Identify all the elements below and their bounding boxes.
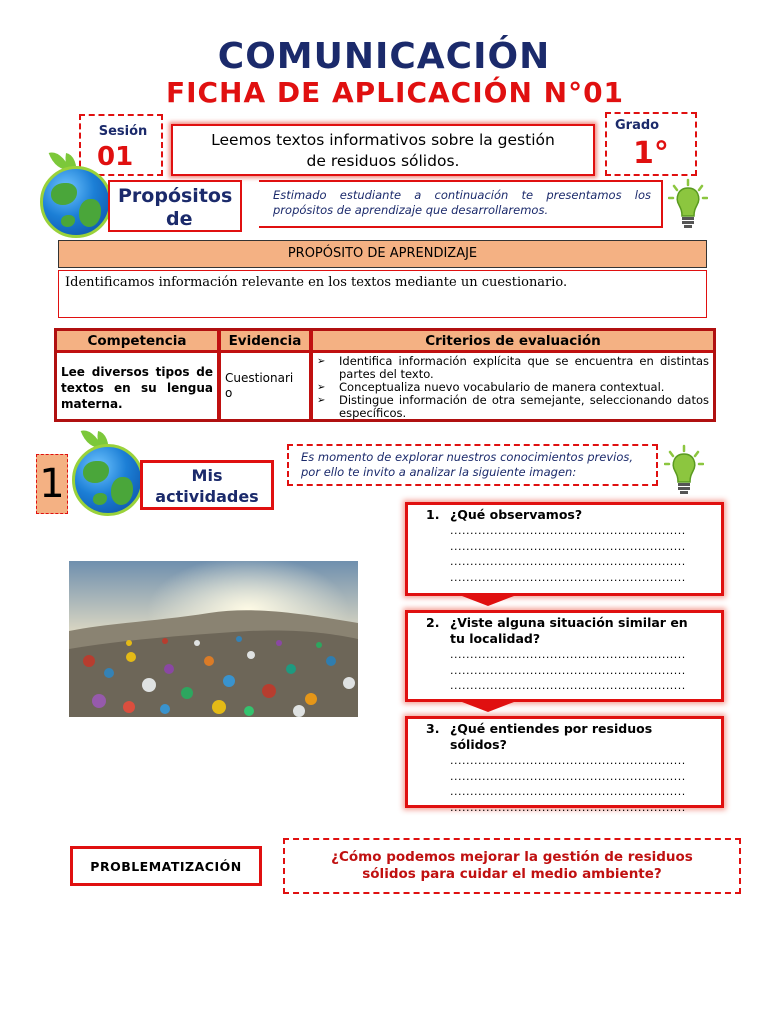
- column-header-evidencia: Evidencia: [221, 331, 309, 351]
- competencia-cell: Lee diversos tipos de textos en su lengua materna.: [61, 365, 213, 411]
- actividades-intro-text: Es momento de explorar nuestros conocimientos previos, por ello te invito a analizar la siguiente imagen:: [287, 444, 658, 486]
- criterio-item: ➢ Distingue información de otra semejante, seleccionando datos específicos.: [313, 394, 709, 420]
- topic-box: [171, 124, 595, 176]
- question-box: [405, 716, 724, 814]
- question-box: [405, 502, 724, 596]
- evidencia-line-2: o: [225, 386, 233, 400]
- answer-line[interactable]: ...........................................................: [450, 648, 686, 661]
- proposito-text: Identificamos información relevante en los textos mediante un cuestionario.: [58, 270, 707, 318]
- answer-line[interactable]: ...........................................................: [450, 663, 686, 677]
- evaluation-table: [54, 328, 716, 422]
- answer-line[interactable]: ...........................................................: [450, 800, 686, 814]
- answer-line[interactable]: ...........................................................: [450, 785, 686, 798]
- answer-line[interactable]: ...........................................................: [450, 524, 686, 537]
- grado-label: Grado: [615, 118, 660, 133]
- evidencia-line-1: Cuestionari: [225, 371, 294, 385]
- question-number: 1.: [426, 507, 440, 522]
- answer-line[interactable]: ...........................................................: [450, 555, 686, 568]
- grado-box: [605, 112, 697, 176]
- question-text-continued: tu localidad?: [450, 631, 541, 646]
- answer-line[interactable]: ...........................................................: [450, 539, 686, 553]
- evidencia-cell: [225, 353, 309, 419]
- sesion-number: 01: [97, 142, 134, 172]
- answer-line[interactable]: ...........................................................: [450, 679, 686, 692]
- main-title: COMUNICACIÓN: [217, 36, 551, 77]
- propositos-title-line-1: Propósitos: [118, 185, 233, 207]
- globe-icon: [70, 428, 150, 520]
- sesion-label: Sesión: [98, 124, 148, 139]
- lightbulb-icon: [668, 178, 708, 232]
- globe-icon: [38, 150, 118, 242]
- question-number: 3.: [426, 721, 440, 736]
- worksheet-title: FICHA DE APLICACIÓN N°01: [165, 76, 625, 109]
- mis-actividades-line-1: Mis: [191, 466, 223, 485]
- topic-line-1: Leemos textos informativos sobre la gestión: [211, 131, 555, 149]
- question-text: ¿Viste alguna situación similar en: [450, 615, 688, 630]
- question-text: ¿Qué entiendes por residuos: [450, 721, 653, 736]
- question-text-continued: sólidos?: [450, 737, 507, 752]
- propositos-intro-text: Estimado estudiante a continuación te presentamos los propósitos de aprendizaje que desarrollaremos.: [259, 180, 663, 228]
- proposito-header: PROPÓSITO DE APRENDIZAJE: [58, 240, 707, 268]
- column-header-criterios: Criterios de evaluación: [313, 331, 713, 351]
- answer-line[interactable]: ...........................................................: [450, 754, 686, 767]
- problem-question-line-1: ¿Cómo podemos mejorar la gestión de residuos: [331, 849, 693, 865]
- answer-line[interactable]: ...........................................................: [450, 769, 686, 783]
- mis-actividades-line-2: actividades: [155, 487, 259, 506]
- activity-number: 1: [36, 454, 68, 514]
- criterio-item: ➢ Conceptualiza nuevo vocabulario de manera contextual.: [313, 381, 709, 394]
- propositos-title-box: [108, 180, 242, 232]
- topic-line-2: de residuos sólidos.: [306, 152, 460, 170]
- propositos-title-line-2: de: [166, 208, 193, 230]
- question-number: 2.: [426, 615, 440, 630]
- problem-question-box: [283, 838, 741, 894]
- mis-actividades-box: [140, 460, 274, 510]
- landfill-photo: [69, 561, 358, 717]
- question-box: [405, 610, 724, 702]
- grado-number: 1°: [633, 136, 669, 171]
- question-text: ¿Qué observamos?: [450, 507, 583, 522]
- problematizacion-label: PROBLEMATIZACIÓN: [70, 846, 262, 886]
- column-header-competencia: Competencia: [57, 331, 217, 351]
- answer-line[interactable]: ...........................................................: [450, 570, 686, 584]
- callout-notch: [462, 702, 514, 712]
- lightbulb-icon: [664, 440, 704, 502]
- problem-question-line-2: sólidos para cuidar el medio ambiente?: [362, 866, 662, 882]
- callout-notch: [462, 596, 514, 606]
- criterio-item: ➢ Identifica información explícita que se encuentra en distintas partes del texto.: [313, 355, 709, 381]
- criterios-list: [313, 355, 709, 421]
